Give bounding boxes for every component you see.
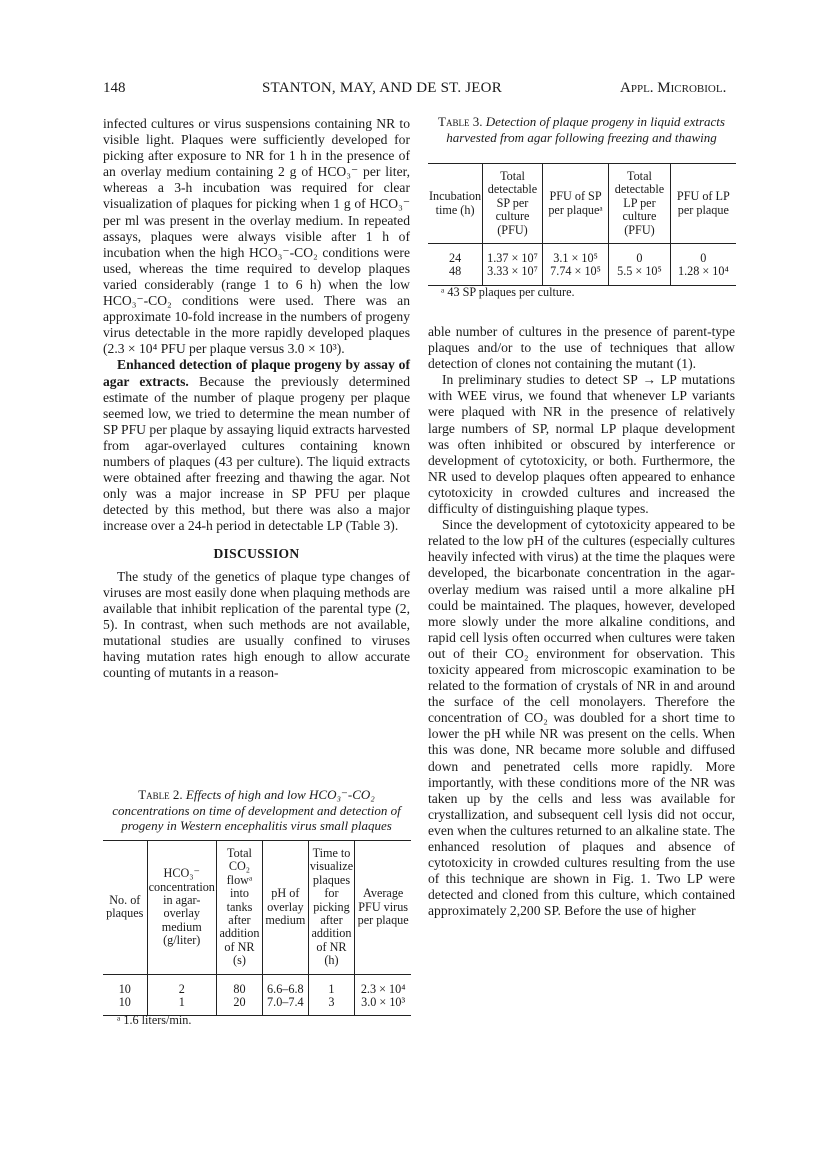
left-column bbox=[103, 116, 410, 681]
table3 bbox=[428, 163, 736, 286]
table-cell: 2.3 × 10⁴ bbox=[355, 974, 411, 996]
table-cell: 1.37 × 10⁷ bbox=[483, 244, 543, 266]
table-row bbox=[428, 244, 736, 266]
table-cell: 2 bbox=[147, 974, 216, 996]
table-cell: 80 bbox=[216, 974, 262, 996]
table-row bbox=[428, 265, 736, 285]
paragraph: infected cultures or virus suspensions containing NR to visible light. Plaques were sufficiently developed for picking after exposure to NR for 1 h in the presence of an overlay medium containing 2 g of HCO₃⁻ per liter, whereas a 3-h incubation was required for clear visualization of plaques for picking when 1 g of HCO₃⁻ per ml was present in the overlay medium. In repeated assays, plaques were always visible after 1 h of incubation when the high HCO₃⁻-CO₂ conditions were used, whereas the time required to develop plaques varied considerably (range 1 to 6 h) when the low HCO₃⁻-CO₂ conditions were used. There was an approximate 10-fold increase in the numbers of progeny virus detectable in the more rapidly developed plaques (2.3 × 10⁴ PFU per plaque versus 3.0 × 10³). bbox=[103, 116, 410, 357]
running-header-journal: Appl. Microbiol. bbox=[620, 80, 727, 96]
paragraph-enhanced-detection bbox=[103, 357, 410, 534]
table-cell: 0 bbox=[670, 244, 736, 266]
table2-header: Average PFU virus per plaque bbox=[355, 841, 411, 975]
table-cell: 10 bbox=[118, 981, 131, 996]
table3-header: PFU of LP per plaque bbox=[670, 164, 736, 244]
table-cell: 0 bbox=[609, 244, 670, 266]
run-in-heading: Enhanced detection of plaque progeny by assay of agar extracts. bbox=[103, 357, 410, 389]
table-cell: 3 bbox=[308, 996, 355, 1016]
table3-caption bbox=[428, 114, 735, 145]
table2-footnote: ᵃ 1.6 liters/min. bbox=[117, 1013, 192, 1027]
table2-header: No. of plaques bbox=[106, 892, 144, 921]
table3-caption-text: Detection of plaque progeny in liquid extracts harvested from agar following freezing and thawing bbox=[446, 114, 725, 145]
table3-header-row bbox=[428, 164, 736, 244]
table-cell: 48 bbox=[448, 264, 462, 279]
table-cell: 6.6–6.8 bbox=[263, 974, 309, 996]
paragraph-text: Because the previously determined estimate of the number of plaque progeny per plaque seemed low, we tried to determine the mean number of SP PFU per plaque by assaying liquid extracts harvested from agar-overlayed cultures containing known numbers of plaques (43 per culture). The liquid extracts were obtained after freezing and thawing the agar. Not only was a major increase in SP PFU per plaque detected by this method, but there was also a major increase over a 24-h period in detectable LP (Table 3). bbox=[103, 373, 410, 534]
table3-header: Incubation time (h) bbox=[429, 189, 482, 217]
table-cell: 1 bbox=[147, 996, 216, 1016]
table2-header: HCO₃⁻ concentration in agar-overlay medium (g/liter) bbox=[147, 841, 216, 975]
table2-caption bbox=[103, 787, 410, 834]
table-cell: 10 bbox=[118, 995, 131, 1010]
paragraph: Since the development of cytotoxicity appeared to be related to the low pH of the cultures (especially cultures heavily infected with virus) at the time the plaques were developed, the bicarbonate concentration in the agar-overlay medium was raised until a more alkaline pH could be maintained. The plaques, however, developed more slowly under the more alkaline conditions, and rapid cell lysis often occurred when cultures were taken out of their CO₂ environment for observation. This toxicity appeared from microscopic examination to be related to the formation of crystals of NR in and around the surface of the cell monolayers. Therefore the concentration of CO₂ was doubled for a short time to lower the pH while NR was present on the cells. When this was done, NR became more soluble and diffused down and penetrated cells more rapidly. More importantly, with these conditions more of the NR was taken up by the cells and less was available for crystallization, and subsequent cell lysis did not occur, even when the cultures returned to an alkaline state. The enhanced resolution of plaques and absence of cytotoxicity in crowded cultures resulting from the use of this technique are shown in Fig. 1. Two LP were detected and cloned from this culture, which contained approximately 2,200 SP. Before the use of higher bbox=[428, 517, 735, 919]
table-cell: 5.5 × 10⁵ bbox=[609, 265, 670, 285]
table2-header-row bbox=[103, 841, 411, 975]
table-cell: 1 bbox=[308, 974, 355, 996]
table3-label: Table 3. bbox=[438, 114, 483, 129]
table-cell: 24 bbox=[448, 251, 462, 266]
table2-header: pH of overlay medium bbox=[263, 841, 309, 975]
paragraph: The study of the genetics of plaque type changes of viruses are most easily done when plaquing methods are available that inhibit replication of the parental type (2, 5). In contrast, when such methods are not available, mutational studies are usually confined to viruses having mutation rates high enough to allow accurate counting of mutants in a reason- bbox=[103, 568, 410, 681]
table-cell: 20 bbox=[216, 996, 262, 1016]
paragraph: able number of cultures in the presence of parent-type plaques and/or to the use of techniques that allow detection of clones not containing the mutant (1). bbox=[428, 324, 735, 372]
table2-header: Total CO₂ flowᵃ into tanks after addition of NR (s) bbox=[216, 841, 262, 975]
table3-header: Total detectable LP per culture (PFU) bbox=[609, 164, 670, 244]
table2-label: Table 2. bbox=[138, 787, 183, 802]
right-column bbox=[428, 324, 735, 919]
page-number: 148 bbox=[103, 80, 126, 96]
table-cell: 7.0–7.4 bbox=[263, 996, 309, 1016]
table-row bbox=[103, 974, 411, 996]
table-cell: 7.74 × 10⁵ bbox=[542, 265, 608, 285]
table-cell: 1.28 × 10⁴ bbox=[670, 265, 736, 285]
table2-caption-text: Effects of high and low HCO₃⁻-CO₂ concentrations on time of development and detection of progeny in Western encephalitis virus small plaques bbox=[112, 787, 401, 833]
table3-header: Total detectable SP per culture (PFU) bbox=[483, 164, 543, 244]
table3-footnote: ᵃ 43 SP plaques per culture. bbox=[441, 285, 575, 299]
paragraph: In preliminary studies to detect SP → LP mutations with WEE virus, we found that whenever LP variants were plaqued with NR in the presence of relatively large numbers of SP, normal LP plaque development was often inhibited or obscured by interference or development of cytotoxicity, or both. Furthermore, the NR used to develop plaques often appeared to enhance cytotoxicity in crowded cultures and increased the difficulty of distinguishing plaque types. bbox=[428, 372, 735, 517]
running-header-authors: STANTON, MAY, AND DE ST. JEOR bbox=[262, 80, 502, 96]
table-cell: 3.33 × 10⁷ bbox=[483, 265, 543, 285]
table-cell: 3.1 × 10⁵ bbox=[542, 244, 608, 266]
section-heading-discussion: DISCUSSION bbox=[213, 546, 300, 562]
table-cell: 3.0 × 10³ bbox=[355, 996, 411, 1016]
table2-header: Time to visualize plaques for picking after addition of NR (h) bbox=[308, 841, 355, 975]
table2 bbox=[103, 840, 411, 1016]
table3-header: PFU of SP per plaqueᵃ bbox=[542, 164, 608, 244]
